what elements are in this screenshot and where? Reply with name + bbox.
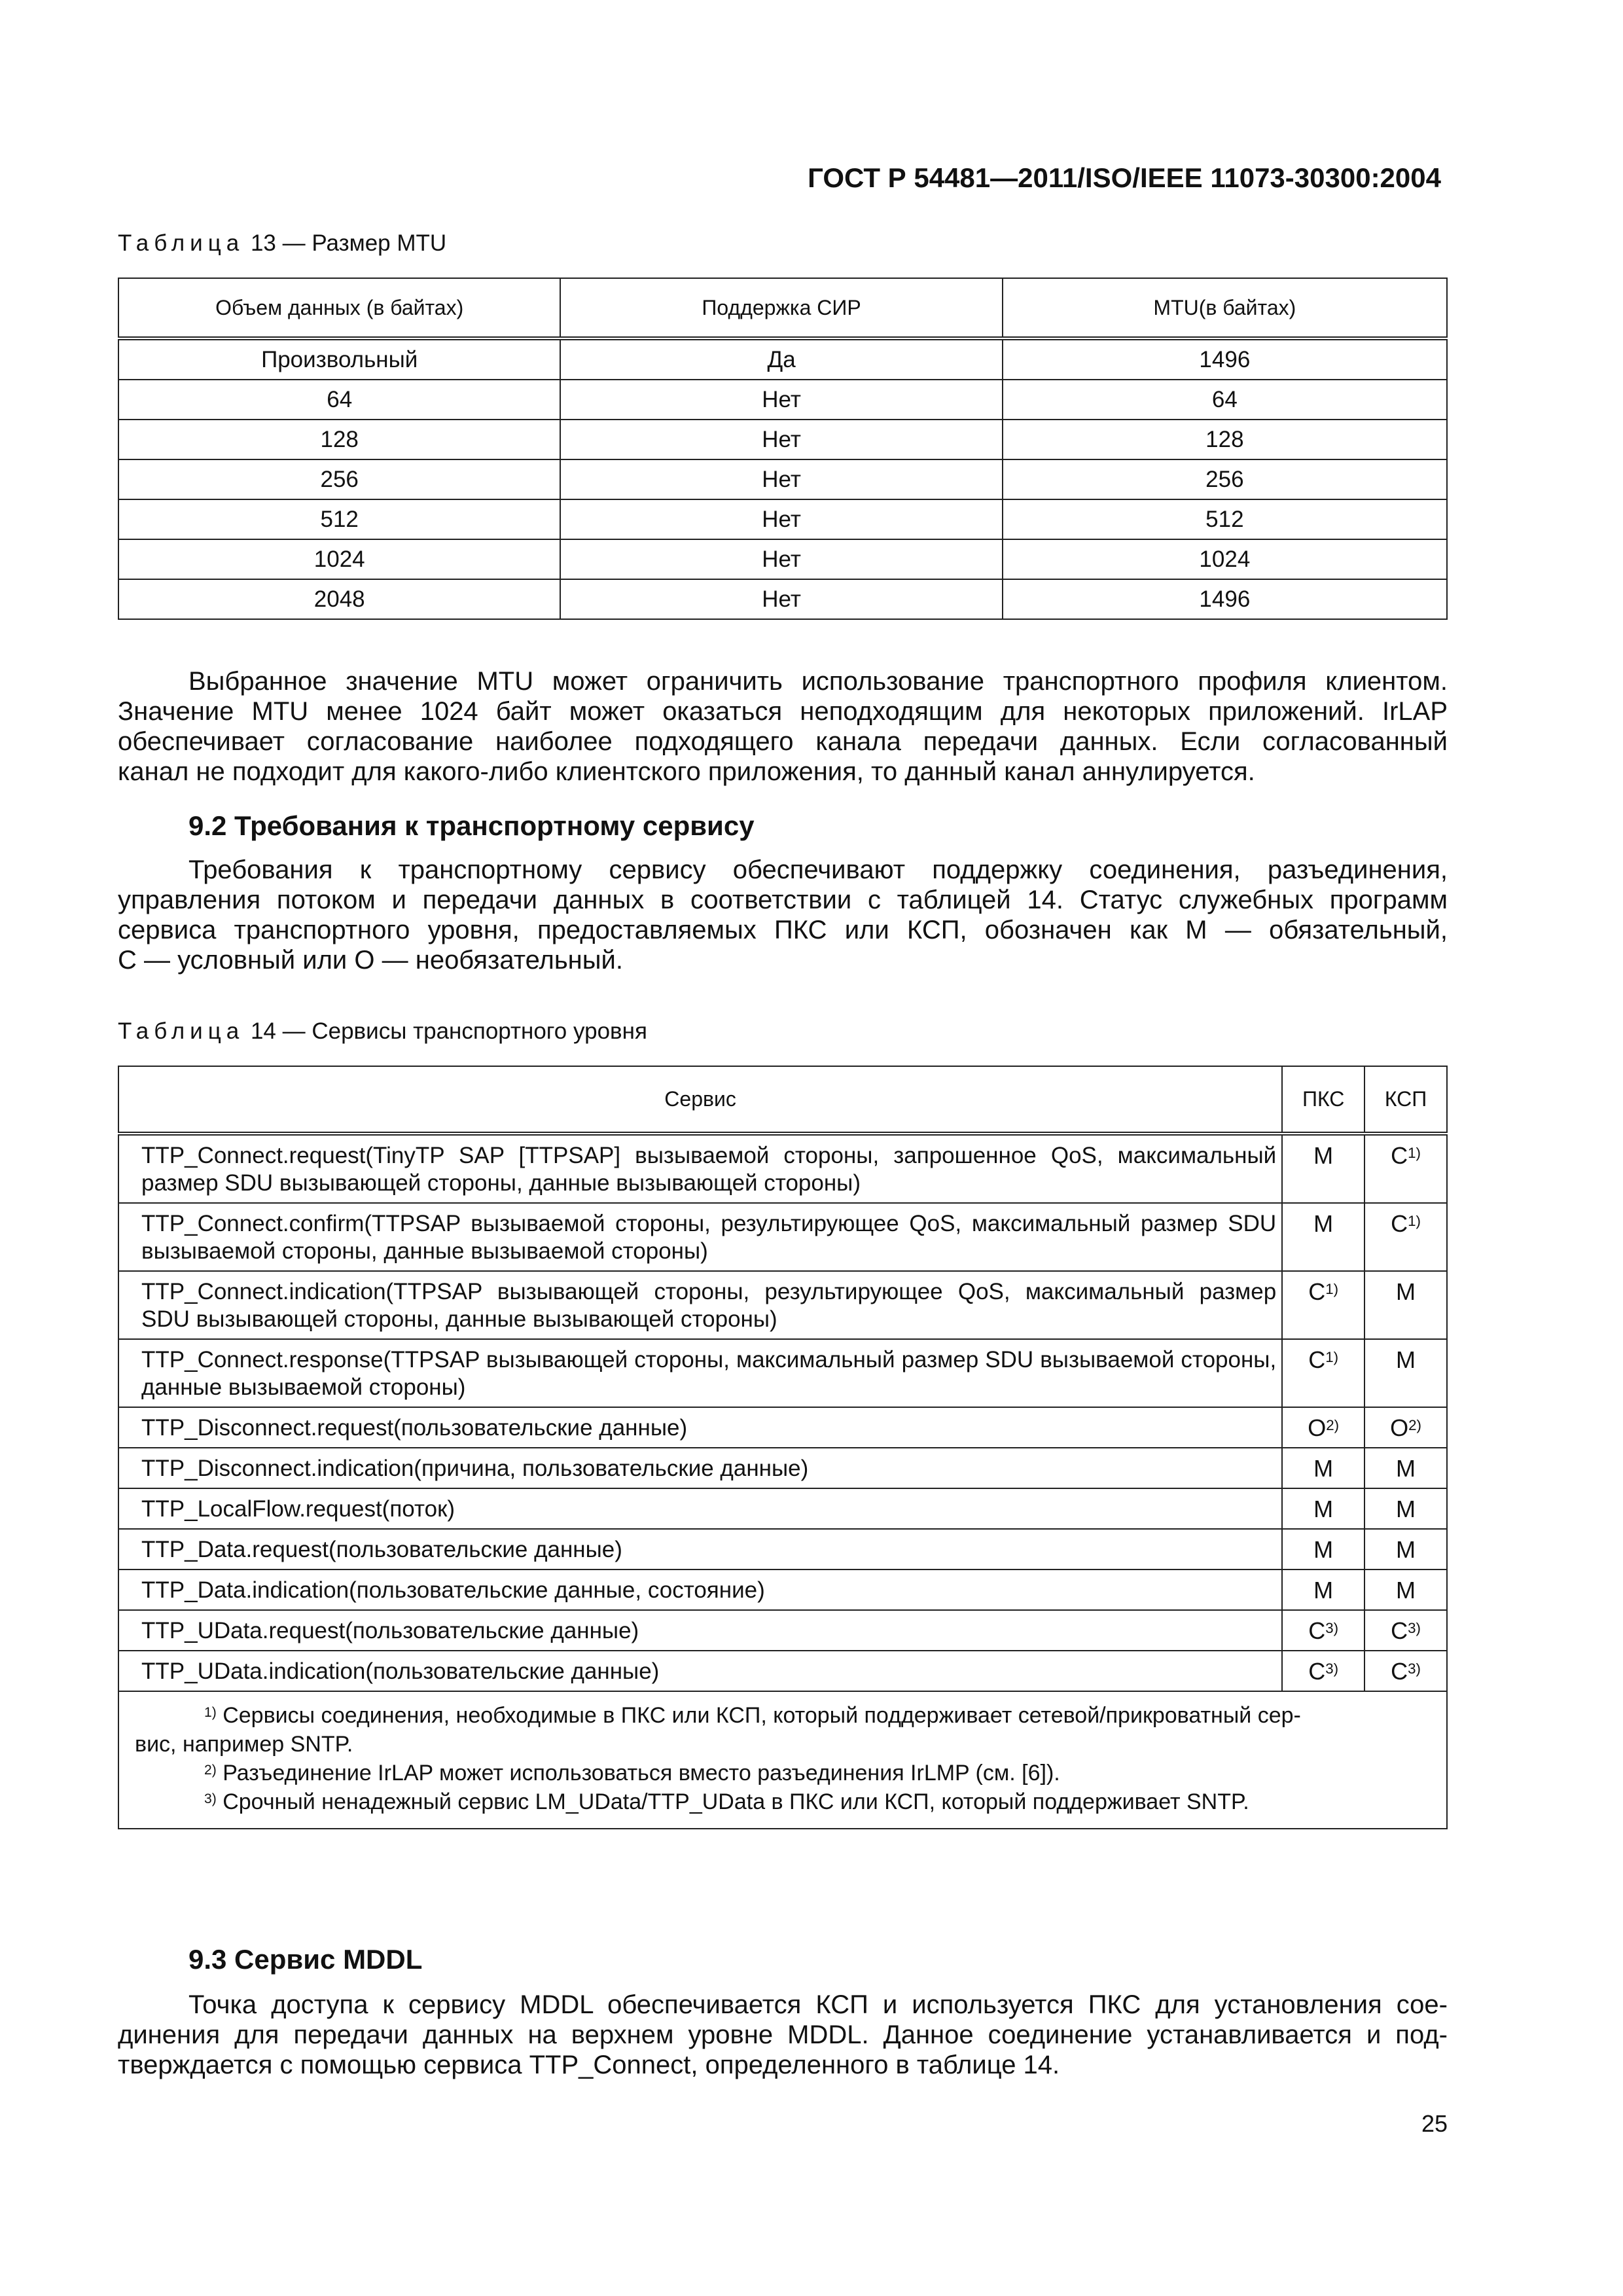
- table-row: [118, 420, 1447, 459]
- table-cell: 1024: [118, 539, 560, 579]
- footnote-text: Срочный ненадежный сервис LM_UData/TTP_UData в ПКС или КСП, который поддерживает SNTP.: [223, 1789, 1249, 1814]
- table13-caption: [118, 230, 446, 257]
- table-cell: 128: [118, 420, 560, 459]
- table13: [118, 278, 1448, 620]
- status-code: C: [1308, 1617, 1326, 1644]
- status-cell: [1282, 1203, 1364, 1271]
- status-cell: [1282, 1610, 1364, 1651]
- table-cell: 64: [118, 380, 560, 420]
- table14-header-cell: Сервис: [118, 1066, 1282, 1134]
- table-cell: 2048: [118, 579, 560, 619]
- status-code: M: [1396, 1278, 1416, 1305]
- table-cell: Нет: [560, 539, 1002, 579]
- table-cell: Да: [560, 338, 1002, 380]
- text-line: сервиса транспортного уровня, предоставляемых ПКС или КСП, обозначен как М — обязательный,: [118, 916, 1448, 944]
- status-code: C: [1391, 1210, 1408, 1237]
- footnote-ref: 1): [1325, 1349, 1339, 1365]
- footnote-text: вис, например SNTP.: [135, 1732, 353, 1757]
- status-code: C: [1308, 1346, 1326, 1373]
- status-code: C: [1391, 1142, 1408, 1169]
- status-code: M: [1313, 1536, 1334, 1563]
- table-row: [118, 1610, 1447, 1651]
- footnote-ref: 3): [1408, 1660, 1421, 1677]
- status-cell: [1282, 1134, 1364, 1203]
- status-code: M: [1313, 1455, 1334, 1482]
- table14-title: 14 — Сервисы транспортного уровня: [250, 1018, 647, 1044]
- table13-header-cell: Объем данных (в байтах): [118, 278, 560, 338]
- table-row: [118, 1203, 1447, 1271]
- service-cell: TTP_Connect.confirm(TTPSAP вызываемой стороны, результирующее QoS, максимальный размер SDU вызываемой стороны, данные вызываемой стороны): [118, 1203, 1282, 1271]
- footnote-ref: 1): [1325, 1281, 1339, 1297]
- status-code: M: [1396, 1496, 1416, 1522]
- footnote-ref: 3): [1325, 1620, 1339, 1636]
- table-row: [118, 459, 1447, 499]
- text-line: Требования к транспортному сервису обеспечивают поддержку соединения, разъединения,: [188, 855, 1448, 884]
- status-code: M: [1313, 1496, 1334, 1522]
- table-cell: 256: [118, 459, 560, 499]
- status-cell: [1364, 1488, 1447, 1529]
- status-code: M: [1396, 1455, 1416, 1482]
- table14-header-cell: КСП: [1364, 1066, 1447, 1134]
- paragraph-section-9-2: [118, 855, 1448, 975]
- table-cell: Произвольный: [118, 338, 560, 380]
- status-cell: [1364, 1339, 1447, 1407]
- footnote-ref: 2): [1408, 1417, 1421, 1433]
- footnote-line: [135, 1701, 1431, 1730]
- status-cell: [1282, 1529, 1364, 1570]
- table13-header-cell: Поддержка СИР: [560, 278, 1002, 338]
- footnote-mark: 2): [204, 1763, 217, 1778]
- table14-label: Таблица: [118, 1018, 245, 1044]
- service-cell: TTP_UData.indication(пользовательские данные): [118, 1651, 1282, 1691]
- table13-header-cell: MTU(в байтах): [1003, 278, 1447, 338]
- footnote-text: Разъединение IrLAP может использоваться вместо разъединения IrLMP (см. [6]).: [223, 1761, 1060, 1785]
- table-row: [118, 579, 1447, 619]
- text-line: канал не подходит для какого-либо клиентского приложения, то данный канал аннулируется.: [118, 757, 1255, 786]
- table-row: [118, 338, 1447, 380]
- table-cell: 1024: [1003, 539, 1447, 579]
- table-row: [118, 1570, 1447, 1610]
- status-code: M: [1313, 1577, 1334, 1604]
- table-row: [118, 499, 1447, 539]
- footnote-ref: 1): [1408, 1213, 1421, 1229]
- section-9-3-heading: 9.3 Сервис MDDL: [188, 1944, 423, 1975]
- text-line: С — условный или О — необязательный.: [118, 946, 623, 975]
- status-cell: [1282, 1651, 1364, 1691]
- status-cell: [1282, 1448, 1364, 1488]
- status-cell: [1282, 1271, 1364, 1339]
- table-cell: 64: [1003, 380, 1447, 420]
- table-cell: 256: [1003, 459, 1447, 499]
- status-cell: [1364, 1570, 1447, 1610]
- status-code: M: [1313, 1142, 1334, 1169]
- footnote-text: Сервисы соединения, необходимые в ПКС или КСП, который поддерживает сетевой/прикроватный сер-: [223, 1703, 1301, 1728]
- table-row: [118, 539, 1447, 579]
- section-9-2-heading: 9.2 Требования к транспортному сервису: [188, 810, 755, 841]
- footnote-ref: 2): [1326, 1417, 1340, 1433]
- status-code: M: [1396, 1577, 1416, 1604]
- service-cell: TTP_Disconnect.request(пользовательские данные): [118, 1407, 1282, 1448]
- table-row: [118, 1271, 1447, 1339]
- service-cell: TTP_Disconnect.indication(причина, пользовательские данные): [118, 1448, 1282, 1488]
- status-code: O: [1390, 1414, 1409, 1441]
- table-row: [118, 1339, 1447, 1407]
- text-line: Точка доступа к сервису MDDL обеспечивается КСП и используется ПКС для установления сое-: [188, 1990, 1448, 2019]
- service-cell: TTP_Connect.response(TTPSAP вызывающей стороны, максимальный размер SDU вызываемой стороны, данные вызываемой стороны): [118, 1339, 1282, 1407]
- table-cell: 512: [1003, 499, 1447, 539]
- footnote-ref: 3): [1325, 1660, 1339, 1677]
- table13-label: Таблица: [118, 230, 245, 256]
- footnotes-row: [118, 1691, 1447, 1829]
- status-cell: [1364, 1134, 1447, 1203]
- page-number: 25: [1421, 2110, 1448, 2137]
- table-row: [118, 1529, 1447, 1570]
- status-cell: [1282, 1488, 1364, 1529]
- text-line: обеспечивает согласование наиболее подходящего канала передачи данных. Если согласованный: [118, 727, 1448, 756]
- table14-caption: [118, 1018, 647, 1045]
- table-row: [118, 1134, 1447, 1203]
- table14-header-row: [118, 1066, 1447, 1134]
- table-cell: 1496: [1003, 579, 1447, 619]
- text-line: Значение MTU менее 1024 байт может оказаться неподходящим для некоторых приложений. IrLAP: [118, 697, 1448, 726]
- paragraph-mtu: [118, 666, 1448, 787]
- table-cell: 1496: [1003, 338, 1447, 380]
- text-line: Выбранное значение MTU может ограничить использование транспортного профиля клиентом.: [188, 667, 1448, 696]
- status-cell: [1364, 1203, 1447, 1271]
- status-cell: [1364, 1529, 1447, 1570]
- text-line: тверждается с помощью сервиса TTP_Connect, определенного в таблице 14.: [118, 2051, 1060, 2079]
- table-row: [118, 1407, 1447, 1448]
- footnote-ref: 1): [1408, 1145, 1421, 1161]
- status-cell: [1282, 1407, 1364, 1448]
- table-cell: Нет: [560, 579, 1002, 619]
- table13-title: 13 — Размер MTU: [250, 230, 447, 256]
- table13-header-row: [118, 278, 1447, 338]
- table14: [118, 1066, 1448, 1829]
- footnote-line: [135, 1730, 1431, 1759]
- status-code: C: [1308, 1658, 1326, 1685]
- text-line: динения для передачи данных на верхнем уровне MDDL. Данное соединение устанавливается и под-: [118, 2020, 1448, 2049]
- table-row: [118, 1448, 1447, 1488]
- table-cell: Нет: [560, 459, 1002, 499]
- status-code: C: [1391, 1658, 1408, 1685]
- table-cell: 512: [118, 499, 560, 539]
- status-code: M: [1396, 1536, 1416, 1563]
- text-line: управления потоком и передачи данных в соответствии с таблицей 14. Статус служебных программ: [118, 886, 1448, 914]
- status-code: C: [1391, 1617, 1408, 1644]
- footnote-ref: 3): [1408, 1620, 1421, 1636]
- paragraph-section-9-3: [118, 1990, 1448, 2080]
- table-row: [118, 380, 1447, 420]
- table-cell: Нет: [560, 380, 1002, 420]
- service-cell: TTP_Data.indication(пользовательские данные, состояние): [118, 1570, 1282, 1610]
- status-cell: [1364, 1448, 1447, 1488]
- footnote-line: [135, 1787, 1431, 1816]
- footnote-mark: 3): [204, 1791, 217, 1806]
- status-code: M: [1313, 1210, 1334, 1237]
- status-cell: [1364, 1271, 1447, 1339]
- document-header: ГОСТ Р 54481—2011/ISO/IEEE 11073-30300:2004: [808, 162, 1441, 193]
- table-cell: 128: [1003, 420, 1447, 459]
- status-cell: [1364, 1407, 1447, 1448]
- status-cell: [1364, 1651, 1447, 1691]
- status-code: C: [1308, 1278, 1326, 1305]
- status-code: O: [1308, 1414, 1327, 1441]
- table-cell: Нет: [560, 499, 1002, 539]
- footnotes-cell: [118, 1691, 1447, 1829]
- status-cell: [1282, 1570, 1364, 1610]
- status-cell: [1364, 1610, 1447, 1651]
- service-cell: TTP_Connect.indication(TTPSAP вызывающей стороны, результирующее QoS, максимальный размер SDU вызывающей стороны, данные вызывающей стороны): [118, 1271, 1282, 1339]
- footnote-line: [135, 1759, 1431, 1787]
- service-cell: TTP_LocalFlow.request(поток): [118, 1488, 1282, 1529]
- status-cell: [1282, 1339, 1364, 1407]
- service-cell: TTP_Connect.request(TinyTP SAP [TTPSAP] вызываемой стороны, запрошенное QoS, максимальный размер SDU вызывающей стороны, данные вызывающей стороны): [118, 1134, 1282, 1203]
- table-row: [118, 1651, 1447, 1691]
- table14-header-cell: ПКС: [1282, 1066, 1364, 1134]
- service-cell: TTP_Data.request(пользовательские данные): [118, 1529, 1282, 1570]
- table-row: [118, 1488, 1447, 1529]
- status-code: M: [1396, 1346, 1416, 1373]
- footnote-mark: 1): [204, 1705, 217, 1720]
- service-cell: TTP_UData.request(пользовательские данные): [118, 1610, 1282, 1651]
- table-cell: Нет: [560, 420, 1002, 459]
